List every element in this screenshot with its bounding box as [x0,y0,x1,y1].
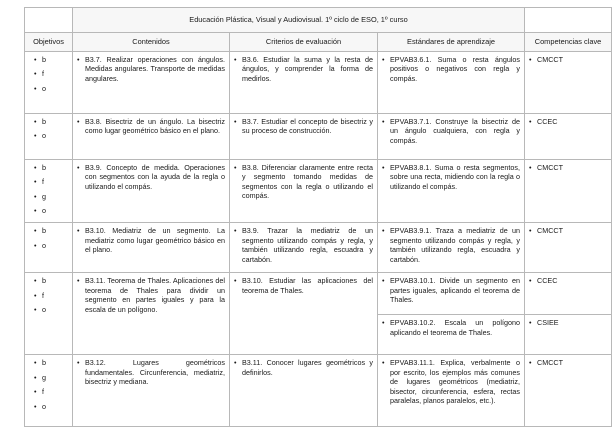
estandar-item [378,273,524,306]
objetivo-label: o [42,240,46,250]
competencia-cell [525,273,612,315]
bullet-icon: • [34,191,37,201]
contenido-text: B3.7. Realizar operaciones con ángulos. Medidas angulares. Transporte de medidas angulares. [85,55,225,83]
competencia-cell [525,355,612,427]
objetivo-label: b [42,358,46,368]
objetivo-item [29,373,68,382]
competencia-label: CMCCT [537,163,563,172]
competencia-label: CCEC [537,276,558,286]
bullet-icon: • [77,358,80,368]
bullet-icon: • [529,318,532,328]
bullet-icon: • [234,117,237,126]
contenido-text: B3.9. Concepto de medida. Operaciones con segmentos con la ayuda de la regla o utilizando el compás. [85,163,225,191]
title-spacer-cell-right [525,8,612,33]
estandar-item [378,315,524,339]
bullet-icon: • [234,226,237,236]
contenidos-cell [73,52,230,114]
header-competencias: Competencias clave [525,33,612,52]
criterio-text: B3.8. Diferenciar claramente entre recta y segmento tomando medidas de segmentos con la regla o utilizando el compás. [242,163,373,201]
contenidos-cell [73,223,230,273]
contenido-text: B3.8. Bisectriz de un ángulo. La bisectriz como lugar geométrico básico en el plano. [85,117,225,136]
objetivo-item [29,402,68,411]
contenido-text: B3.12. Lugares geométricos fundamentales. Circunferencia, mediatriz, bisectriz y mediana. [85,358,225,387]
competencia-item [525,52,611,66]
bullet-icon: • [529,276,532,286]
estandar-text: EPVAB3.9.1. Traza a mediatriz de un segmento utilizando compás y regla, y también utilizando regla, escuadra y cartabón. [390,226,521,264]
bullet-icon: • [77,276,80,286]
objetivos-cell [25,273,73,355]
table-title: Educación Plástica, Visual y Audiovisual. 1º ciclo de ESO, 1º curso [73,8,525,33]
objetivo-label: f [42,69,44,79]
bullet-icon: • [77,55,80,64]
estandar-cell [378,160,525,223]
objetivo-item [29,291,68,300]
header-row [25,33,612,52]
estandar-text: EPVAB3.6.1. Suma o resta ángulos positivos o negativos con regla y compás. [390,55,521,83]
objetivo-label: o [42,206,46,216]
objetivo-item [29,305,68,314]
header-objetivos: Objetivos [25,33,73,52]
bullet-icon: • [77,163,80,172]
criterios-cell [230,160,378,223]
objetivo-item [29,117,68,126]
objetivo-item [29,69,68,78]
objetivo-label: g [42,372,46,382]
contenido-text: B3.10. Mediatriz de un segmento. La mediatriz como lugar geométrico básico en el plano. [85,226,225,255]
competencia-label: CMCCT [537,226,563,236]
header-estandares: Estándares de aprendizaje [378,33,525,52]
bullet-icon: • [529,358,532,368]
objetivos-list [25,160,72,222]
competencia-label: CMCCT [537,358,563,368]
bullet-icon: • [34,305,37,315]
contenido-item [73,355,229,388]
bullet-icon: • [77,226,80,236]
contenidos-cell [73,273,230,355]
estandar-text: EPVAB3.8.1. Suma o resta segmentos, sobre una recta, midiendo con la regla o utilizando el compás. [390,163,521,191]
header-contenidos: Contenidos [73,33,230,52]
objetivo-item [29,192,68,201]
bullet-icon: • [34,131,37,141]
competencia-cell [525,160,612,223]
criterios-cell [230,273,378,355]
estandar-text: EPVAB3.10.1. Divide un segmento en partes iguales, aplicando el teorema de Thales. [390,276,521,305]
bullet-icon: • [382,226,385,236]
table-row [25,223,612,273]
criterio-text: B3.6. Estudiar la suma y la resta de ángulos, y comprender la forma de medirlos. [242,55,373,83]
criterio-text: B3.10. Estudiar las aplicaciones del teorema de Thales. [242,276,373,295]
bullet-icon: • [34,83,37,93]
competencia-item [525,273,611,287]
estandar-cell [378,114,525,160]
objetivos-cell [25,114,73,160]
criterios-cell [230,114,378,160]
table-body [25,52,612,427]
table-row [25,114,612,160]
objetivo-item [29,387,68,396]
objetivos-cell [25,52,73,114]
contenido-item [73,223,229,256]
estandar-cell [378,315,525,355]
bullet-icon: • [34,69,37,79]
bullet-icon: • [529,55,532,64]
estandar-item [378,355,524,407]
objetivos-list [25,114,72,148]
objetivo-item [29,55,68,64]
bullet-icon: • [529,117,532,126]
bullet-icon: • [34,177,37,187]
objetivo-item [29,206,68,215]
competencia-item [525,160,611,174]
objetivo-item [29,84,68,93]
competencia-item [525,114,611,128]
objetivo-item [29,177,68,186]
criterio-item [230,52,377,85]
estandar-item [378,114,524,147]
competencia-cell [525,114,612,160]
bullet-icon: • [34,163,37,172]
bullet-icon: • [234,163,237,172]
objetivo-label: f [42,290,44,300]
estandar-text: EPVAB3.11.1. Explica, verbalmente o por escrito, los ejemplos más comunes de lugares geométricos (mediatriz, bisector, circunferencia, esfera, rectas paralelas, planos paralelos, etc.). [390,358,521,405]
title-row [25,8,612,33]
competencia-item [525,223,611,237]
estandar-cell [378,273,525,315]
objetivos-cell [25,223,73,273]
criterios-cell [230,355,378,427]
contenidos-cell [73,355,230,427]
estandar-cell [378,52,525,114]
header-criterios: Criterios de evaluación [230,33,378,52]
bullet-icon: • [382,55,385,64]
objetivo-label: b [42,117,46,126]
bullet-icon: • [34,387,37,397]
criterios-cell [230,223,378,273]
bullet-icon: • [34,55,37,64]
competencia-label: CCEC [537,117,558,126]
criterios-cell [230,52,378,114]
criterio-text: B3.7. Estudiar el concepto de bisectriz y su proceso de construcción. [242,117,373,136]
objetivo-label: o [42,305,46,315]
criterio-text: B3.9. Trazar la mediatriz de un segmento utilizando compás y regla, y también utilizando regla, escuadra y cartabón. [242,226,373,264]
bullet-icon: • [34,290,37,300]
objetivo-label: g [42,191,46,201]
competencia-label: CMCCT [537,55,563,64]
objetivo-item [29,163,68,172]
bullet-icon: • [529,226,532,236]
objetivo-item [29,241,68,250]
objetivo-item [29,358,68,367]
bullet-icon: • [34,401,37,411]
criterio-item [230,273,377,297]
competencia-cell [525,52,612,114]
objetivo-item [29,276,68,285]
competencia-cell [525,315,612,355]
objetivo-label: b [42,163,46,172]
bullet-icon: • [34,372,37,382]
title-spacer-cell [25,8,73,33]
bullet-icon: • [34,117,37,126]
objetivo-label: o [42,83,46,93]
curriculum-table [24,7,612,427]
table-row [25,355,612,427]
bullet-icon: • [34,276,37,286]
bullet-icon: • [77,117,80,126]
contenidos-cell [73,160,230,223]
bullet-icon: • [234,55,237,64]
bullet-icon: • [382,117,385,126]
bullet-icon: • [382,358,385,368]
objetivo-label: b [42,226,46,236]
objetivo-item [29,226,68,235]
contenido-item [73,160,229,193]
bullet-icon: • [34,240,37,250]
objetivos-list [25,223,72,257]
objetivos-list [25,52,72,100]
objetivo-label: b [42,55,46,64]
estandar-text: EPVAB3.7.1. Construye la bisectriz de un ángulo cualquiera, con regla y compás. [390,117,521,145]
competencia-item [525,315,611,329]
contenido-item [73,273,229,315]
contenidos-cell [73,114,230,160]
competencia-label: CSIEE [537,318,559,328]
objetivos-list [25,355,72,417]
objetivo-label: b [42,276,46,286]
objetivo-label: o [42,401,46,411]
estandar-text: EPVAB3.10.2. Escala un polígono aplicando el teorema de Thales. [390,318,521,337]
estandar-cell [378,355,525,427]
contenido-text: B3.11. Teorema de Thales. Aplicaciones del teorema de Thales para dividir un segmento en partes iguales y para la escala de un polígono. [85,276,225,314]
estandar-cell [378,223,525,273]
objetivos-cell [25,160,73,223]
objetivo-label: o [42,131,46,141]
table-row [25,160,612,223]
bullet-icon: • [382,318,385,328]
bullet-icon: • [234,276,237,286]
competencia-item [525,355,611,369]
estandar-item [378,223,524,265]
bullet-icon: • [234,358,237,368]
objetivos-cell [25,355,73,427]
criterio-text: B3.11. Conocer lugares geométricos y definirlos. [242,358,373,377]
criterio-item [230,114,377,138]
table-row [25,52,612,114]
objetivo-label: f [42,387,44,397]
estandar-item [378,52,524,85]
bullet-icon: • [34,226,37,236]
objetivos-list [25,273,72,321]
bullet-icon: • [529,163,532,172]
objetivo-item [29,131,68,140]
bullet-icon: • [34,358,37,368]
competencia-cell [525,223,612,273]
objetivo-label: f [42,177,44,187]
bullet-icon: • [382,276,385,286]
bullet-icon: • [382,163,385,172]
estandar-item [378,160,524,193]
criterio-item [230,223,377,265]
criterio-item [230,355,377,379]
criterio-item [230,160,377,202]
contenido-item [73,114,229,138]
contenido-item [73,52,229,85]
table-row [25,273,612,315]
bullet-icon: • [34,206,37,216]
